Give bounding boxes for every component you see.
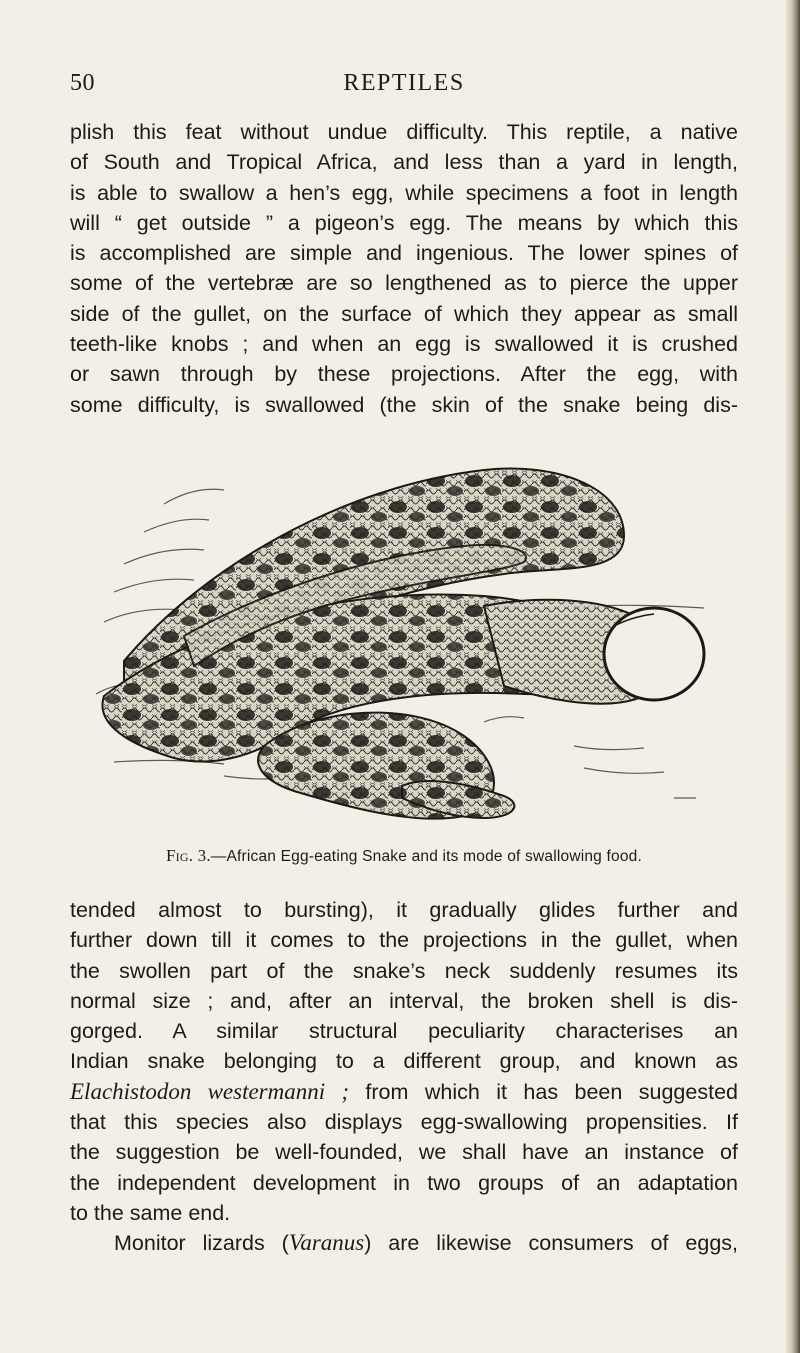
page-edge-shadow — [786, 0, 800, 1353]
figure-caption — [70, 846, 738, 866]
text-line: some difficulty, is swallowed (the skin of the snake being dis- — [70, 392, 738, 417]
text-line: of South and Tropical Africa, and less than a yard in length, — [70, 150, 738, 175]
bottom-paragraph — [70, 895, 738, 1259]
text-line: the independent development in two groups of an adaptation — [70, 1170, 738, 1195]
text-line: or sawn through by these projections. After the egg, with — [70, 362, 738, 387]
text-fragment: from which it has been suggested — [349, 1079, 738, 1104]
running-head: REPTILES — [343, 70, 465, 96]
text-line: some of the vertebræ are so lengthened as to pierce the upper — [70, 271, 738, 296]
text-line: that this species also displays egg-swallowing propensities. If — [70, 1110, 738, 1135]
text-line: will “ get outside ” a pigeon’s egg. The means by which this — [70, 210, 738, 235]
top-paragraph — [70, 117, 738, 420]
text-fragment: Monitor lizards ( — [114, 1231, 289, 1256]
text-line: the suggestion be well-founded, we shall have an instance of — [70, 1140, 738, 1165]
text-line: tended almost to bursting), it gradually glides further and — [70, 898, 738, 922]
page-number: 50 — [70, 70, 95, 96]
text-line: side of the gullet, on the surface of which they appear as small — [70, 301, 738, 326]
text-line: the swollen part of the snake’s neck suddenly resumes its — [70, 958, 738, 983]
caption-text: —African Egg-eating Snake and its mode of swallowing food. — [210, 848, 642, 865]
text-fragment: ) are likewise consumers of eggs, — [364, 1231, 739, 1256]
genus-name: Varanus — [288, 1230, 365, 1256]
text-line-with-species — [70, 1077, 738, 1107]
figure-label: Fig. 3. — [166, 846, 211, 865]
text-line: plish this feat without undue difficulty. This reptile, a native — [70, 120, 738, 144]
text-line: to the same end. — [70, 1200, 231, 1225]
final-paragraph-line — [70, 1228, 738, 1258]
text-line: is able to swallow a hen’s egg, while specimens a foot in length — [70, 180, 738, 205]
page-header — [70, 70, 738, 110]
text-line: further down till it comes to the projections in the gullet, when — [70, 928, 738, 953]
species-name: Elachistodon westermanni ; — [70, 1078, 349, 1104]
text-line: teeth-like knobs ; and when an egg is swallowed it is crushed — [70, 332, 738, 357]
text-line: gorged. A similar structural peculiarity characterises an — [70, 1019, 738, 1044]
snake-illustration — [84, 446, 740, 832]
text-line: normal size ; and, after an interval, the broken shell is dis- — [70, 988, 738, 1013]
text-line: Indian snake belonging to a different group, and known as — [70, 1049, 738, 1074]
text-line: is accomplished are simple and ingenious. The lower spines of — [70, 241, 738, 266]
